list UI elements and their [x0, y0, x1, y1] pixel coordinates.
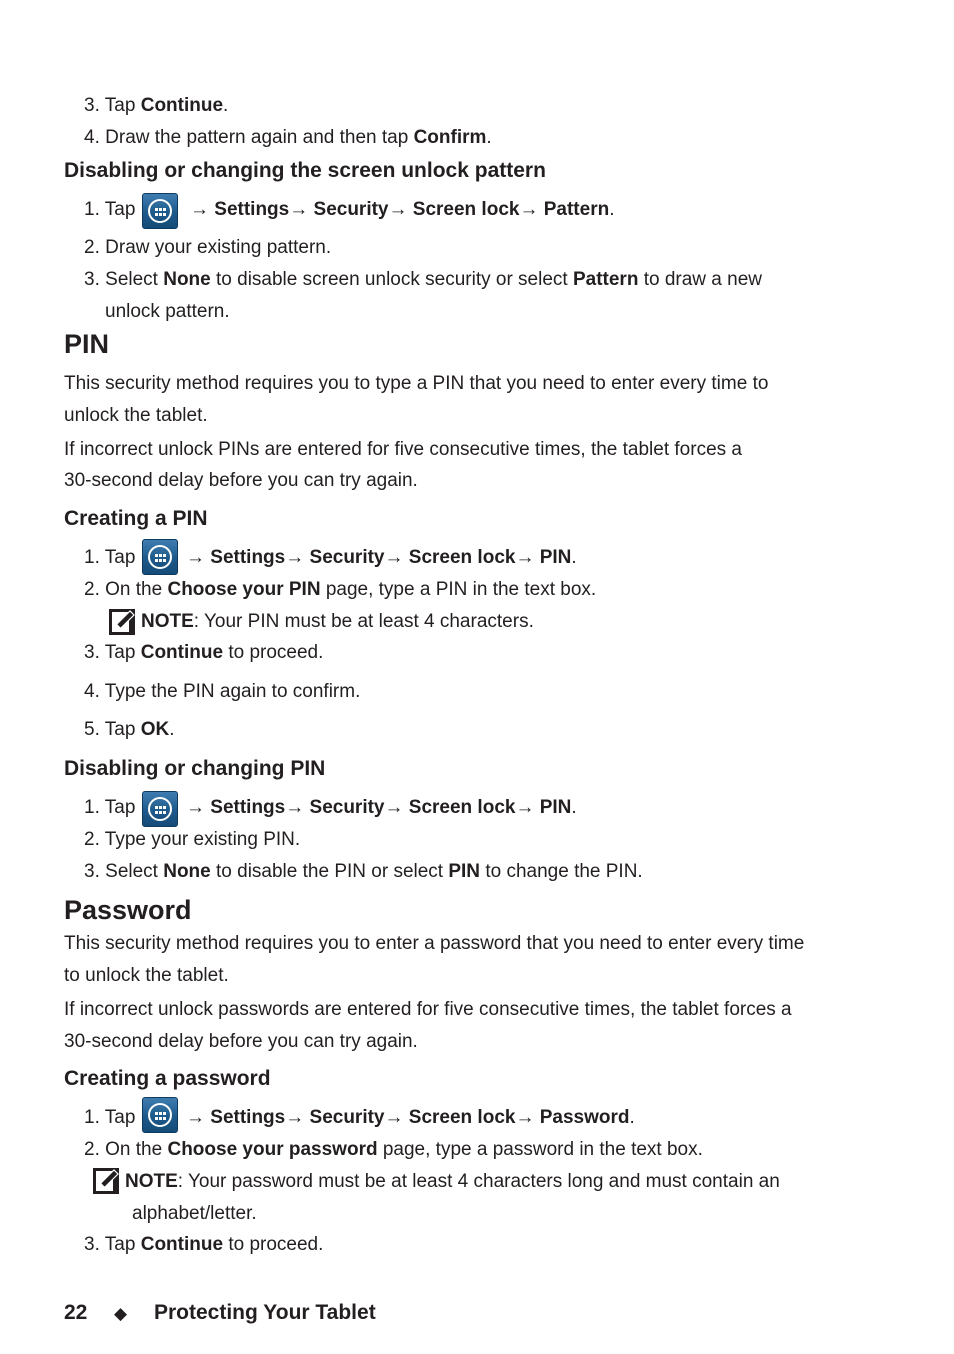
intro-step-3: 3. Tap Continue. [84, 95, 229, 116]
creating-password-note: NOTE: Your password must be at least 4 characters long and must contain an [125, 1171, 780, 1192]
creating-password-step-2: 2. On the Choose your password page, type a password in the text box. [84, 1139, 703, 1160]
creating-password-step-1: 1. Tap [84, 1107, 136, 1128]
creating-pin-note: NOTE: Your PIN must be at least 4 characters. [141, 611, 534, 632]
disabling-pin-step-1-path: → Settings→ Security→ Screen lock→ PIN. [186, 797, 577, 818]
pattern-heading: Disabling or changing the screen unlock pattern [64, 159, 546, 182]
creating-pin-step-5: 5. Tap OK. [84, 719, 175, 740]
intro-step-4: 4. Draw the pattern again and then tap Confirm. [84, 127, 492, 148]
disabling-pin-step-2: 2. Type your existing PIN. [84, 829, 301, 850]
creating-pin-step-4: 4. Type the PIN again to confirm. [84, 681, 361, 702]
creating-pin-step-2: 2. On the Choose your PIN page, type a PIN in the text box. [84, 579, 597, 600]
pin-heading: PIN [64, 329, 110, 359]
creating-pin-heading: Creating a PIN [64, 507, 208, 530]
note-pencil-icon [109, 609, 135, 635]
creating-pin-step-1: 1. Tap [84, 547, 136, 568]
disabling-pin-step-1: 1. Tap [84, 797, 136, 818]
page-number: 22 [64, 1301, 88, 1324]
disabling-pin-step-3: 3. Select None to disable the PIN or select PIN to change the PIN. [84, 861, 643, 882]
pattern-step-1: 1. Tap [84, 199, 136, 220]
pin-para1-line1: This security method requires you to type a PIN that you need to enter every time to [64, 373, 769, 394]
creating-password-step-1-path: → Settings→ Security→ Screen lock→ Password. [186, 1107, 635, 1128]
pattern-step-3: 3. Select None to disable screen unlock security or select Pattern to draw a new [84, 269, 763, 290]
pin-para2-line2: 30-second delay before you can try again. [64, 470, 418, 491]
password-para1-line1: This security method requires you to enter a password that you need to enter every time [64, 933, 805, 954]
apps-grid-icon[interactable] [142, 791, 178, 827]
pin-para2-line1: If incorrect unlock PINs are entered for five consecutive times, the tablet forces a [64, 439, 742, 460]
password-para1-line2: to unlock the tablet. [64, 965, 229, 986]
footer-title: Protecting Your Tablet [154, 1301, 376, 1324]
note-pencil-icon [93, 1168, 119, 1194]
password-heading: Password [64, 895, 192, 925]
apps-grid-icon[interactable] [142, 193, 178, 229]
creating-password-heading: Creating a password [64, 1067, 271, 1090]
creating-password-step-3: 3. Tap Continue to proceed. [84, 1234, 324, 1255]
password-para2-line2: 30-second delay before you can try again. [64, 1031, 418, 1052]
creating-pin-step-3: 3. Tap Continue to proceed. [84, 642, 324, 663]
apps-grid-icon[interactable] [142, 539, 178, 575]
pattern-step-1-path: → Settings→ Security→ Screen lock→ Pattern. [190, 199, 615, 220]
pattern-step-3-line2: unlock pattern. [105, 301, 230, 322]
creating-password-note-line2: alphabet/letter. [132, 1203, 257, 1224]
diamond-separator-icon: ◆ [114, 1304, 128, 1323]
password-para2-line1: If incorrect unlock passwords are entered for five consecutive times, the tablet forces a [64, 999, 792, 1020]
creating-pin-step-1-path: → Settings→ Security→ Screen lock→ PIN. [186, 547, 577, 568]
apps-grid-icon[interactable] [142, 1097, 178, 1133]
pattern-step-2: 2. Draw your existing pattern. [84, 237, 332, 258]
pin-para1-line2: unlock the tablet. [64, 405, 208, 426]
disabling-pin-heading: Disabling or changing PIN [64, 757, 326, 780]
